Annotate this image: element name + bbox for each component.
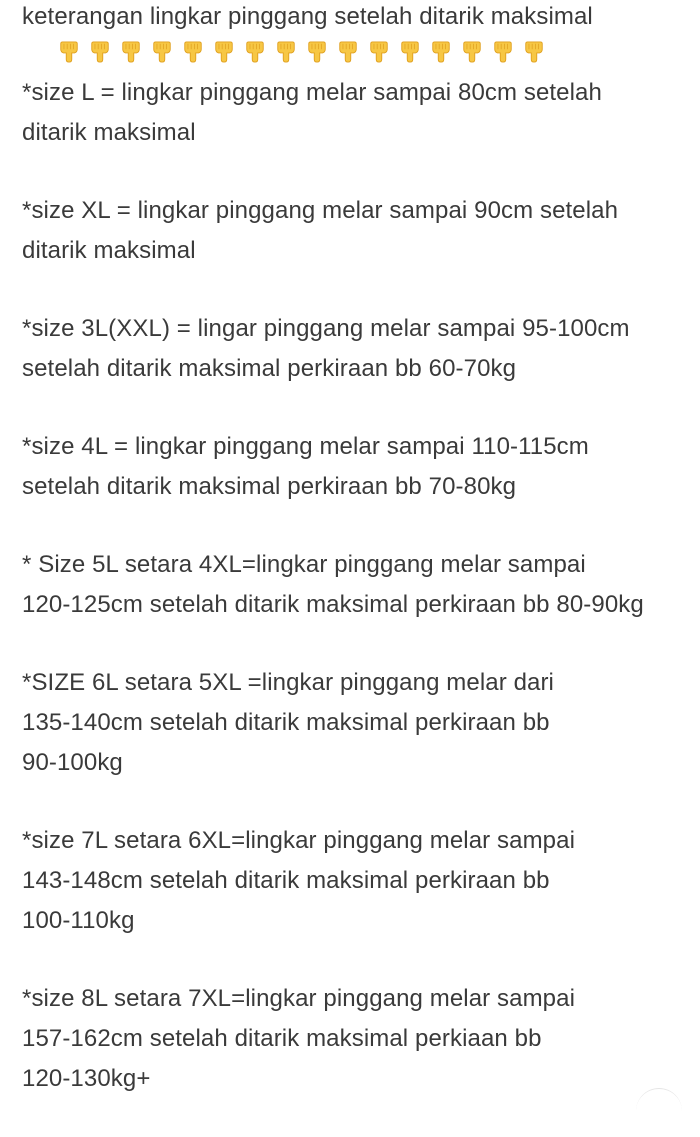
backhand-index-pointing-down-icon	[399, 41, 421, 63]
backhand-index-pointing-down-icon	[523, 41, 545, 63]
backhand-index-pointing-down-icon	[151, 41, 173, 63]
size-list	[22, 73, 692, 1099]
backhand-index-pointing-down-icon	[430, 41, 452, 63]
backhand-index-pointing-down-icon	[58, 41, 80, 63]
size-item-7l: *size 7L setara 6XL=lingkar pinggang melar sampai 143-148cm setelah ditarik maksimal perkiraan bb 100-110kg	[22, 827, 575, 934]
pointing-down-emoji-row	[58, 37, 692, 67]
size-item-6l: *SIZE 6L setara 5XL =lingkar pinggang melar dari 135-140cm setelah ditarik maksimal perkiraan bb 90-100kg	[22, 669, 554, 776]
backhand-index-pointing-down-icon	[337, 41, 359, 63]
size-item-8l: *size 8L setara 7XL=lingkar pinggang melar sampai 157-162cm setelah ditarik maksimal perkiaan bb 120-130kg+	[22, 985, 575, 1092]
size-item-l: *size L = lingkar pinggang melar sampai 80cm setelah ditarik maksimal	[22, 79, 602, 146]
backhand-index-pointing-down-icon	[306, 41, 328, 63]
header-title: keterangan lingkar pinggang setelah ditarik maksimal	[22, 3, 593, 30]
size-item-5l: * Size 5L setara 4XL=lingkar pinggang melar sampai 120-125cm setelah ditarik maksimal perkiraan bb 80-90kg	[22, 551, 644, 618]
backhand-index-pointing-down-icon	[244, 41, 266, 63]
backhand-index-pointing-down-icon	[89, 41, 111, 63]
size-item-4l: *size 4L = lingkar pinggang melar sampai 110-115cm setelah ditarik maksimal perkiraan bb 70-80kg	[22, 433, 589, 500]
backhand-index-pointing-down-icon	[461, 41, 483, 63]
backhand-index-pointing-down-icon	[120, 41, 142, 63]
backhand-index-pointing-down-icon	[182, 41, 204, 63]
size-item-xl: *size XL = lingkar pinggang melar sampai 90cm setelah ditarik maksimal	[22, 197, 619, 264]
size-chart-note	[22, 0, 692, 1137]
size-item-3l: *size 3L(XXL) = lingar pinggang melar sampai 95-100cm setelah ditarik maksimal perkiraan bb 60-70kg	[22, 315, 630, 382]
backhand-index-pointing-down-icon	[492, 41, 514, 63]
backhand-index-pointing-down-icon	[213, 41, 235, 63]
backhand-index-pointing-down-icon	[368, 41, 390, 63]
backhand-index-pointing-down-icon	[275, 41, 297, 63]
